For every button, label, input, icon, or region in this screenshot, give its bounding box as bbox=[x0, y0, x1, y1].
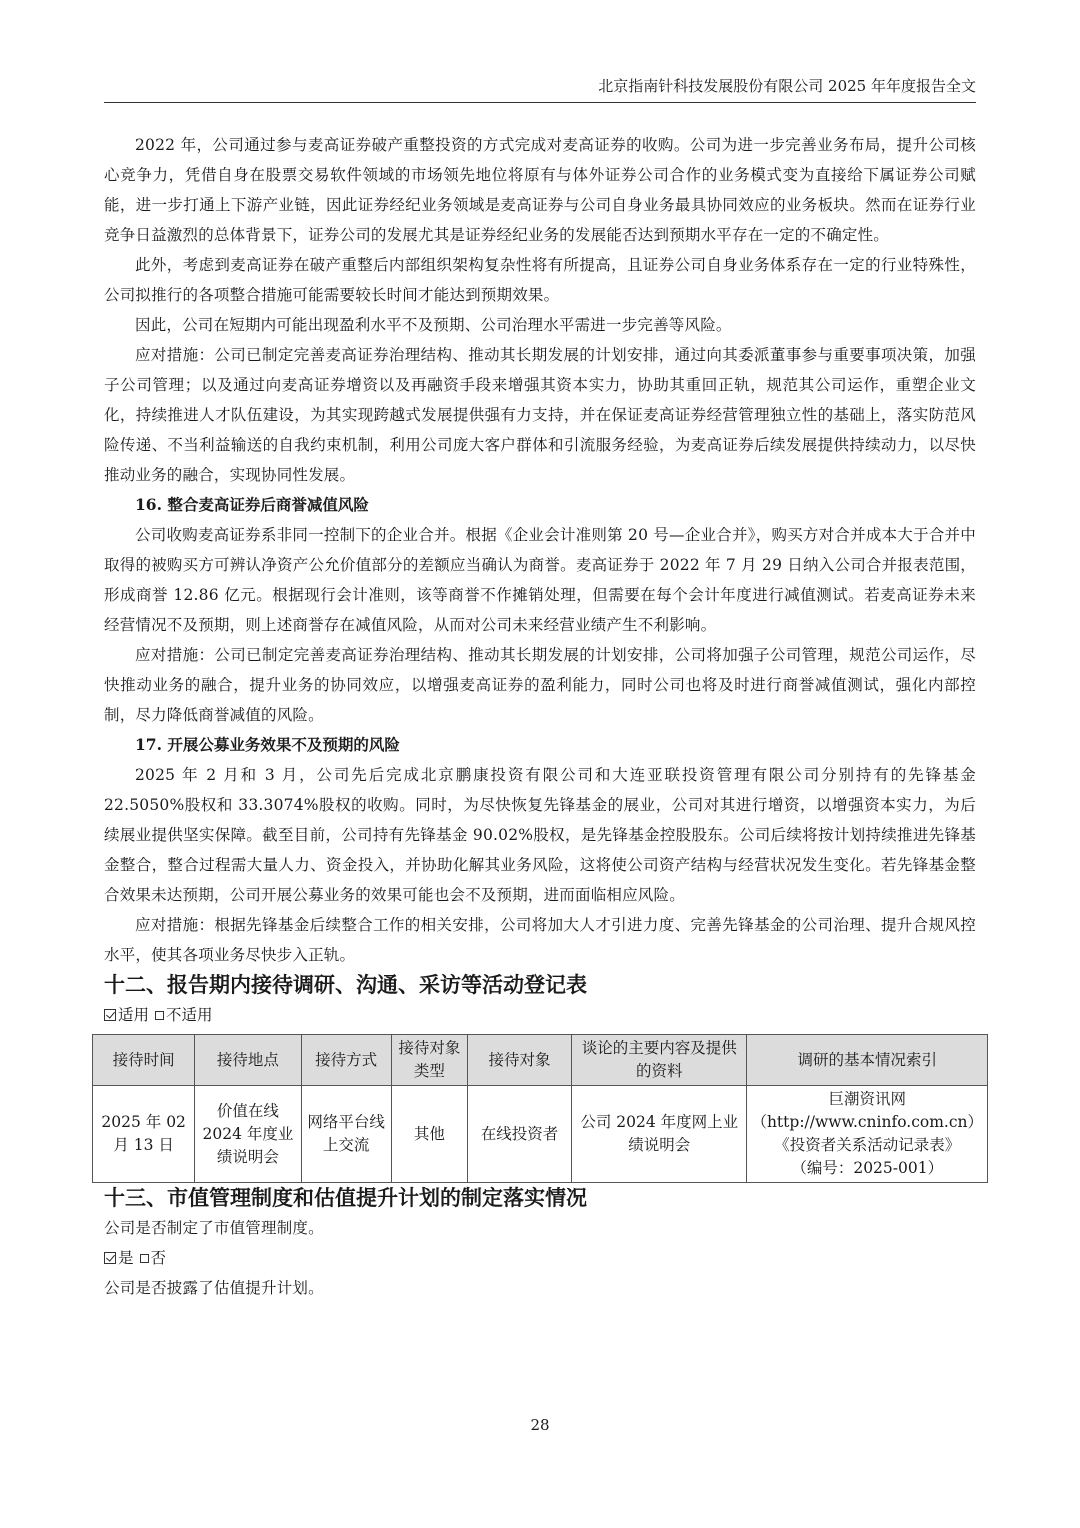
yes-no-checkline bbox=[104, 1243, 976, 1273]
table-cell-index bbox=[747, 1086, 988, 1183]
table-header-cell: 调研的基本情况索引 bbox=[747, 1035, 988, 1086]
index-line: 《投资者关系活动记录表》 bbox=[774, 1136, 961, 1154]
table-header-cell: 接待对象类型 bbox=[391, 1035, 467, 1086]
table-row bbox=[93, 1086, 988, 1183]
not-applicable-label: 不适用 bbox=[166, 1006, 213, 1024]
question-2: 公司是否披露了估值提升计划。 bbox=[104, 1279, 324, 1297]
paragraph: 应对措施：公司已制定完善麦高证券治理结构、推动其长期发展的计划安排，公司将加强子公司管理，规范公司运作，尽快推动业务的融合，提升业务的协同效应，以增强麦高证券的盈利能力，同时公司也将及时进行商誉减值测试，强化内部控制，尽力降低商誉减值的风险。 bbox=[104, 646, 976, 724]
paragraph: 应对措施：公司已制定完善麦高证券治理结构、推动其长期发展的计划安排，通过向其委派董事参与重要事项决策，加强子公司管理；以及通过向麦高证券增资以及再融资手段来增强其资本实力，协助其重回正轨，规范其公司运作，重塑企业文化，持续推进人才队伍建设，为其实现跨越式发展提供强有力支持，并在保证麦高证券经营管理独立性的基础上，落实防范风险传递、不当利益输送的自我约束机制，利用公司庞大客户群体和引流服务经验，为麦高证券后续发展提供持续动力，以尽快推动业务的融合，实现协同性发展。 bbox=[104, 346, 976, 484]
index-link: （http://www.cninfo.com.cn） bbox=[751, 1113, 983, 1131]
table-header-cell: 接待方式 bbox=[301, 1035, 391, 1086]
table-header-cell: 谈论的主要内容及提供的资料 bbox=[572, 1035, 747, 1086]
applicable-checkline bbox=[104, 1000, 976, 1030]
paragraph: 2025 年 2 月和 3 月，公司先后完成北京鹏康投资有限公司和大连亚联投资管理有限公司分别持有的先锋基金 22.5050%股权和 33.3074%股权的收购。同时，为尽快恢复先锋基金的展业，公司对其进行增资，以增强资本实力，为后续展业提供坚实保障。截至目前，公司持有先锋基金 90.02%股权，是先锋基金控股股东。公司后续将按计划持续推进先锋基金整合，整合过程需大量人力、资金投入，并协助化解其业务风险，这将使公司资产结构与经营状况发生变化。若先锋基金整合效果未达预期，公司开展公募业务的效果可能也会不及预期，进而面临相应风险。 bbox=[104, 766, 976, 904]
paragraph: 应对措施：根据先锋基金后续整合工作的相关安排，公司将加大人才引进力度、完善先锋基金的公司治理、提升合规风控水平，使其各项业务尽快步入正轨。 bbox=[104, 916, 976, 964]
page-header: 北京指南针科技发展股份有限公司 2025 年年度报告全文 bbox=[104, 76, 976, 103]
paragraph: 此外，考虑到麦高证券在破产重整后内部组织架构复杂性将有所提高，且证券公司自身业务体系存在一定的行业特殊性，公司拟推行的各项整合措施可能需要较长时间才能达到预期效果。 bbox=[104, 256, 976, 304]
paragraph: 2022 年，公司通过参与麦高证券破产重整投资的方式完成对麦高证券的收购。公司为进一步完善业务布局，提升公司核心竞争力，凭借自身在股票交易软件领域的市场领先地位将原有与体外证券公司合作的业务模式变为直接给下属证券公司赋能，进一步打通上下游产业链，因此证券经纪业务领域是麦高证券与公司自身业务最具协同效应的业务板块。然而在证券行业竞争日益激烈的总体背景下，证券公司的发展尤其是证券经纪业务的发展能否达到预期水平存在一定的不确定性。 bbox=[104, 136, 976, 244]
page-content bbox=[101, 130, 983, 1303]
paragraph: 公司收购麦高证券系非同一控制下的企业合并。根据《企业会计准则第 20 号—企业合并》，购买方对合并成本大于合并中取得的被购买方可辨认净资产公允价值部分的差额应当确认为商誉。麦高证券于 2022 年 7 月 29 日纳入公司合并报表范围，形成商誉 12.86 亿元。根据现行会计准则，该等商誉不作摊销处理，但需要在每个会计年度进行减值测试。若麦高证券未来经营情况不及预期，则上述商誉存在减值风险，从而对公司未来经营业绩产生不利影响。 bbox=[104, 526, 976, 634]
activity-register-table bbox=[92, 1034, 988, 1183]
checked-box-icon bbox=[104, 1252, 116, 1264]
index-line: （编号：2025-001） bbox=[791, 1159, 944, 1177]
index-line: 巨潮资讯网 bbox=[828, 1090, 906, 1108]
no-label: 否 bbox=[150, 1249, 167, 1267]
table-cell-object-type: 其他 bbox=[391, 1086, 467, 1183]
table-cell-time: 2025 年 02 月 13 日 bbox=[93, 1086, 195, 1183]
applicable-label: 适用 bbox=[118, 1006, 150, 1024]
unchecked-box-icon bbox=[140, 1254, 149, 1263]
section-13-title: 十三、市值管理制度和估值提升计划的制定落实情况 bbox=[104, 1185, 587, 1210]
risk-heading-17: 17. 开展公募业务效果不及预期的风险 bbox=[135, 735, 400, 754]
unchecked-box-icon bbox=[155, 1011, 164, 1020]
table-cell-place: 价值在线 2024 年度业绩说明会 bbox=[195, 1086, 301, 1183]
yes-label: 是 bbox=[118, 1249, 134, 1267]
risk-heading-16: 16. 整合麦高证券后商誉减值风险 bbox=[135, 495, 369, 514]
page-number: 28 bbox=[530, 1416, 550, 1434]
table-cell-method: 网络平台线上交流 bbox=[301, 1086, 391, 1183]
table-header-cell: 接待地点 bbox=[195, 1035, 301, 1086]
section-12-title: 十二、报告期内接待调研、沟通、采访等活动登记表 bbox=[104, 972, 587, 997]
table-header-cell: 接待时间 bbox=[93, 1035, 195, 1086]
table-cell-object: 在线投资者 bbox=[468, 1086, 572, 1183]
table-cell-content: 公司 2024 年度网上业绩说明会 bbox=[572, 1086, 747, 1183]
table-header-cell: 接待对象 bbox=[468, 1035, 572, 1086]
checked-box-icon bbox=[104, 1009, 116, 1021]
paragraph: 因此，公司在短期内可能出现盈利水平不及预期、公司治理水平需进一步完善等风险。 bbox=[135, 316, 732, 334]
table-header-row bbox=[93, 1035, 988, 1086]
question-1: 公司是否制定了市值管理制度。 bbox=[104, 1219, 324, 1237]
